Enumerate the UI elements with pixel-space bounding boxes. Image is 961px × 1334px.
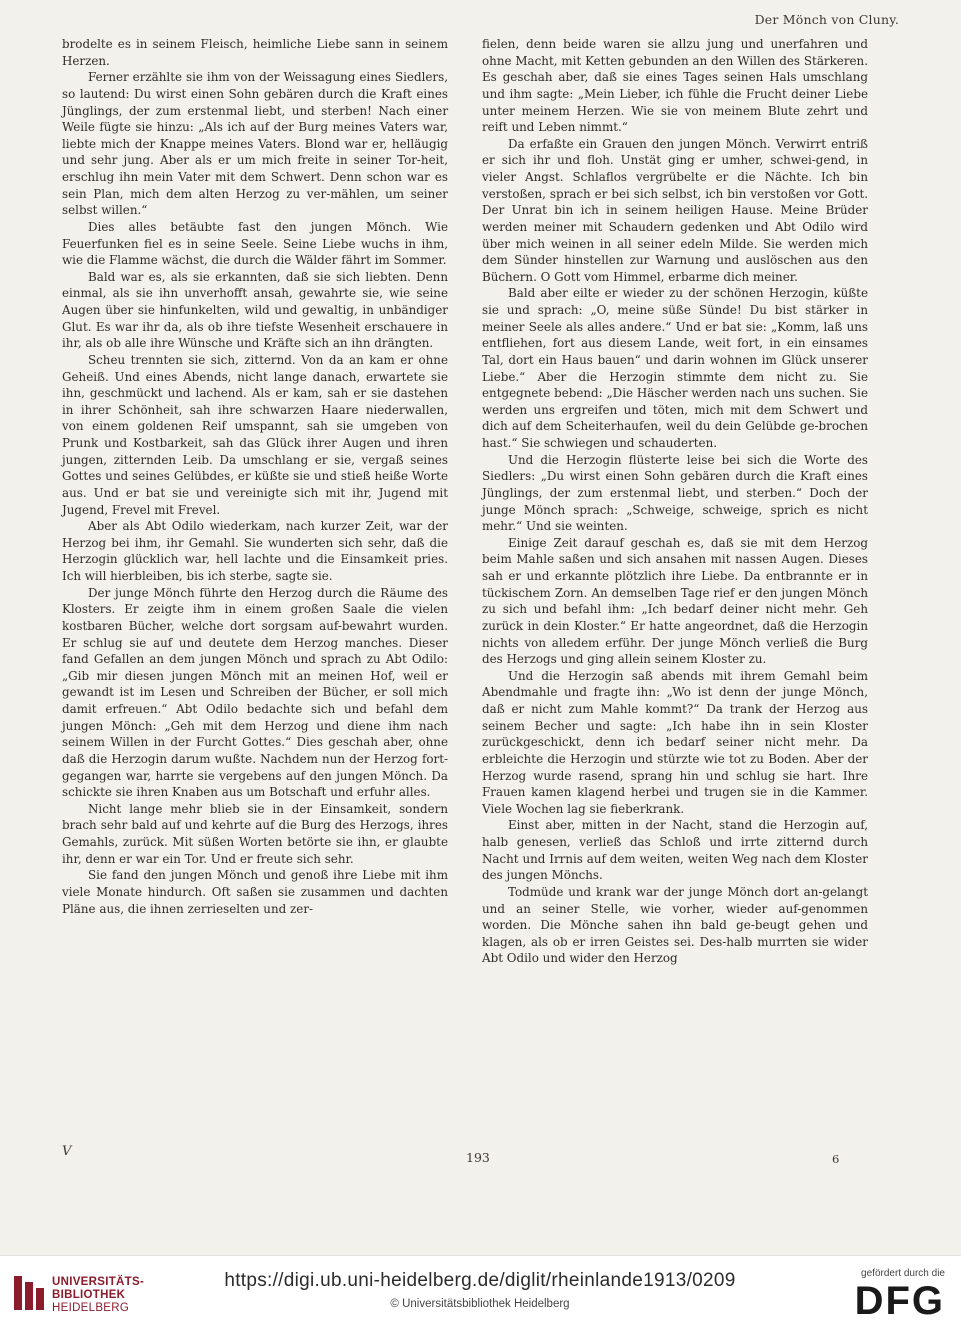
paragraph: Einige Zeit darauf geschah es, daß sie mit dem Herzog beim Mahle saßen und sich ansahen mit nassen Augen. Dieses sah er und erkannte plötzlich ihre Liebe. Da entbrannte er in tückischem Zorn. An demselben Tage rief er den jungen Mönch zu sich und befahl ihm: „Ich bedarf deiner nicht mehr. Geh zurück in dein Kloster.“ Er hatte angeordnet, daß die Herzogin nichts von alledem erführ. Der junge Mönch verließ die Burg des Herzogs und ging allein seinem Kloster zu. (482, 535, 868, 667)
paragraph: Bald aber eilte er wieder zu der schönen Herzogin, küßte sie und sprach: „O, meine süße Sünde! Du bist stärker in meiner Seele als alles andere.“ Und er bat sie: „Komm, laß uns entfliehen, fort aus diesem Lande, weit fort, in ein einsames Tal, dort ein Haus bauen“ und darin wohnen im Glück unserer Liebe.“ Aber die Herzogin stimmte dem nicht zu. Sie entgegnete bebend: „Die Häscher werden nach uns suchen. Sie werden uns ergreifen und töten, mich mit dem Schwert und dich auf dem Scheiterhaufen, weil du dein Gelübde ge-brochen hast.“ Sie schwiegen und schauderten. (482, 286, 868, 450)
signature-mark: V (62, 1144, 72, 1159)
library-logo[interactable] (14, 1276, 144, 1315)
citation-block (190, 1270, 770, 1310)
paragraph: Ferner erzählte sie ihm von der Weissagung eines Siedlers, so lautend: Du wirst einen Sohn gebären durch die Kraft eines Jünglings, der zum erstenmal liebt, und sterben! Nach einer Weile fügte sie hinzu: „Als ich auf der Burg meines Vaters war, liebte mich der Knappe meines Vaters. Blond war er, helläugig und sehr jung. Aber als er um mich freite in seiner Tor-heit, erschlug ihn mein Vater mit dem Schwert. Denn schon war es sein Plan, mich dem alten Herzog zu ver-mählen, um seiner selbst willen.“ (62, 70, 448, 218)
paragraph: Nicht lange mehr blieb sie in der Einsamkeit, sondern brach sehr bald auf und kehrte auf die Burg des Herzogs, ihres Gemahls, zurück. Mit süßen Worten betörte sie ihn, er glaubte ihr, denn er war ein Tor. Und er freute sich sehr. (62, 801, 448, 866)
dfg-logo[interactable] (855, 1268, 945, 1321)
paragraph: fielen, denn beide waren sie allzu jung und unerfahren und ohne Macht, mit Ketten gebunden an den Willen des Stärkeren. Es geschah aber, daß sie eines Tages seinen Hals umschlang und ihm sagte: „Mein Lieber, ich fühle die Frucht deiner Liebe unter meinem Herzen. Wie sie von meinem Blute zehrt und reift und Leben nimmt.“ (482, 37, 868, 135)
paragraph: Einst aber, mitten in der Nacht, stand die Herzogin auf, halb genesen, verließ das Schloß und irrte zitternd durch Nacht und Irrnis auf dem weiten, weiten Weg nach dem Kloster des jungen Mönchs. (482, 818, 868, 883)
sponsor-caption: gefördert durch die (861, 1268, 945, 1279)
dfg-logo-icon: DFG (854, 1279, 945, 1323)
paragraph: Scheu trennten sie sich, zitternd. Von da an kam er ohne Geheiß. Und eines Abends, nicht lange danach, erwartete sie ihn, geschmückt und lachend. Als er kam, sah er sie dastehen in ihrer Schönheit, sah ihre schwarzen Haare niederwallen, von einem goldenen Reif umspannt, sah sie umgeben von Prunk und Kostbarkeit, sah das Glück ihrer Augen und ihren jungen, zitternden Leib. Da umschlang er sie, vergaß seines Gottes und seines Gelübdes, er küßte sie und stieß heiße Worte aus. Und er bat sie und vereinigte sich mit ihr, Jugend mit Jugend, Frevel mit Frevel. (62, 352, 448, 517)
text-column-right (482, 36, 868, 967)
sheet-mark: 6 (832, 1152, 840, 1166)
text-column-left (62, 36, 448, 917)
library-name: UNIVERSITÄTS- BIBLIOTHEK HEIDELBERG (52, 1276, 145, 1314)
paragraph: Todmüde und krank war der junge Mönch dort an-gelangt und an seiner Stelle, wie vorher, wieder auf-genommen worden. Die Mönche sahen ihn bald ge-beugt gehen und klagen, als ob er irren Geistes sei. Des-halb murrten sie wider Abt Odilo und wider den Herzog (482, 884, 868, 966)
paragraph: Und die Herzogin saß abends mit ihrem Gemahl beim Abendmahle und fragte ihn: „Wo ist denn der junge Mönch, daß er nicht zum Mahle kommt?“ Da trank der Herzog aus seinem Becher und sagte: „Ich habe ihn in sein Kloster zurückgeschickt, denn ich bedarf seiner nicht mehr. Da erbleichte die Herzogin und stürzte wie tot zu Boden. Aber der Herzog wurde rasend, sprang hin und schlug sie hart. Ihre Frauen kamen klagend herbei und trugen sie in die Kammer. Viele Wochen lag sie fieberkrank. (482, 668, 868, 816)
paragraph: Aber als Abt Odilo wiederkam, nach kurzer Zeit, war der Herzog bei ihm, ihr Gemahl. Sie wunderten sich sehr, daß die Herzogin glücklich war, hell lachte und die Einsamkeit pries. Ich will hierbleiben, bis ich sterbe, sagte sie. (62, 519, 448, 583)
paragraph: Und die Herzogin flüsterte leise bei sich die Worte des Siedlers: „Du wirst einen Sohn gebären durch die Kraft eines Jünglings, der zum erstenmal liebt, und sterben.“ Doch der junge Mönch sprach: „Schweige, schweige, sprich es nicht mehr.“ Und sie weinten. (482, 452, 868, 534)
paragraph: brodelte es in seinem Fleisch, heimliche Liebe sann in seinem Herzen. (62, 37, 448, 68)
paragraph: Sie fand den jungen Mönch und genoß ihre Liebe mit ihm viele Monate hindurch. Oft saßen sie zusammen und dachten Pläne aus, die ihnen zerrieselten und zer- (62, 868, 448, 916)
library-logo-icon (14, 1276, 44, 1310)
copyright-notice: © Universitätsbibliothek Heidelberg (390, 1298, 570, 1310)
paragraph: Da erfaßte ein Grauen den jungen Mönch. Verwirrt entriß er sich ihr und floh. Unstät ging er umher, schwei-gend, in vieler Angst. Schlaflos vergrübelte er die Nächte. Ich bin verstoßen, sprach er bei sich selbst, ich bin verstoßen vor Gott. Der Unrat bin ich in seinem heiligen Hause. Meine Brüder werden meiner mit Schaudern gedenken und Abt Odilo wird über mich weinen in all seiner edeln Milde. Sie werden mich dem Sünder hinstellen zur Warnung und auslöschen aus den Büchern. O Gott vom Himmel, erbarme dich meiner. (482, 136, 868, 284)
page-number: 193 (466, 1150, 490, 1165)
paragraph: Der junge Mönch führte den Herzog durch die Räume des Klosters. Er zeigte ihm in einem großen Saale die vielen kostbaren Bücher, welche dort sorgsam auf-bewahrt wurden. Er schlug sie auf und deutete dem Herzog manches. Dieser fand Gefallen an dem jungen Mönch und sprach zu Abt Odilo: „Gib mir diesen jungen Mönch mit an meinen Hof, weil er gewandt ist im Lesen und Schreiben der Bücher, er soll mich damit erfreuen.“ Abt Odilo bedachte sich und befahl dem jungen Mönch: „Geh mit dem Herzog und diene ihm nach seinem Willen in der Furcht Gottes.“ Dies geschah aber, ohne daß die Herzogin darum wußte. Nachdem nun der Herzog fort-gegangen war, harrte sie vergebens auf den jungen Mönch. Da schickte sie ihren Knaben aus um Botschaft und erfuhr alles. (62, 585, 448, 800)
paragraph: Dies alles betäubte fast den jungen Mönch. Wie Feuerfunken fiel es in seine Seele. Seine Liebe wuchs in ihm, wie die Flamme wächst, die durch die Wälder fährt im Sommer. (62, 219, 448, 268)
permalink-url[interactable]: https://digi.ub.uni-heidelberg.de/diglit/rheinlande1913/0209 (224, 1270, 736, 1291)
paragraph: Bald war es, als sie erkannten, daß sie sich liebten. Denn einmal, als sie ihn unverhofft ansah, gewahrte sie, wie seine Augen über sie hinfunkelten, wild und gewaltig, in unbändiger Glut. Es war ihr da, als ob ihre tiefste Wesenheit erschauere in ihr, als ob alle ihre Wünsche und Kräfte sich an ihn drängten. (62, 269, 448, 351)
viewer-footer (0, 1255, 961, 1334)
running-title: Der Mönch von Cluny. (754, 12, 899, 27)
